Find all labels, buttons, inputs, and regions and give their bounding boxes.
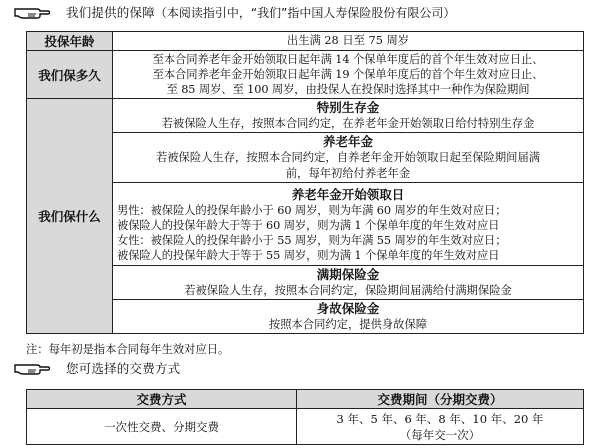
maturity-cell <box>113 266 584 300</box>
start-line: 男性：被保险人的投保年龄小于 60 周岁，则为年满 60 周岁的年生效对应日； <box>117 203 507 217</box>
death-text: 按照本合同约定，提供身故保障 <box>268 318 428 331</box>
payment-period-line: 3 年、5 年、6 年、8 年、10 年、20 年 <box>336 411 544 426</box>
duration-label: 我们保多久 <box>27 51 113 99</box>
payment-method-header: 交费方式 <box>27 390 297 409</box>
age-label: 投保年龄 <box>27 32 113 51</box>
section-title: 我们提供的保障 <box>66 5 155 20</box>
special-title: 特别生存金 <box>316 100 380 115</box>
payment-table <box>26 389 584 445</box>
death-title: 身故保险金 <box>316 301 380 316</box>
maturity-text: 若被保险人生存，按照本合同约定，保险期间届满给付满期保险金 <box>184 284 512 297</box>
duration-cell <box>113 51 584 99</box>
section-title: 您可选择的交费方式 <box>66 361 181 376</box>
payment-period-cell <box>297 409 584 445</box>
footnote: 注：每年初是指本合同每年生效对应日。 <box>26 343 230 356</box>
special-text: 若被保险人生存，按照本合同约定，在养老年金开始领取日给付特别生存金 <box>161 117 535 130</box>
pointing-hand-icon <box>14 5 50 19</box>
start-line: 被保险人的投保年龄大于等于 60 周岁，则为满 1 个保单年度的年生效对应日 <box>117 218 500 232</box>
section-payment-header <box>0 357 590 379</box>
age-value: 出生满 28 日至 75 周岁 <box>113 32 584 51</box>
start-line: 女性：被保险人的投保年龄小于 55 周岁，则为年满 55 周岁的年生效对应日； <box>117 233 507 247</box>
death-cell <box>113 300 584 334</box>
start-cell <box>113 183 584 266</box>
payment-period-header: 交费期间（分期交费） <box>297 390 584 409</box>
pension-line: 若被保险人生存，按照本合同约定，自养老年金开始领取日起至保险期间届满 <box>155 151 541 164</box>
payment-method-value: 一次性交费、分期交费 <box>27 409 297 445</box>
coverage-table <box>26 31 584 334</box>
pointing-hand-icon <box>14 361 50 375</box>
duration-line: 至 85 周岁、至 100 周岁，由投保人在投保时选择其中一种作为保险期间 <box>166 83 530 96</box>
section-note: （本阅读指引中，“我们”指中国人寿保险股份有限公司） <box>154 5 456 20</box>
duration-line: 至本合同养老年金开始领取日起年满 19 个保单年度后的首个年生效对应日止、 <box>152 68 544 81</box>
special-cell <box>113 99 584 133</box>
start-line: 被保险人的投保年龄大于等于 55 周岁，则为满 1 个保单年度的年生效对应日 <box>117 248 500 262</box>
section-coverage-header <box>0 1 455 23</box>
coverage-label: 我们保什么 <box>27 99 113 334</box>
payment-period-line: （每年交一次） <box>399 427 481 442</box>
start-title: 养老年金开始领取日 <box>291 186 405 202</box>
pension-cell <box>113 133 584 183</box>
maturity-title: 满期保险金 <box>316 267 380 282</box>
pension-line: 前，每年初给付养老年金 <box>285 167 411 180</box>
duration-line: 至本合同养老年金开始领取日起年满 14 个保单年度后的首个年生效对应日止、 <box>152 53 544 66</box>
pension-title: 养老年金 <box>322 134 373 149</box>
